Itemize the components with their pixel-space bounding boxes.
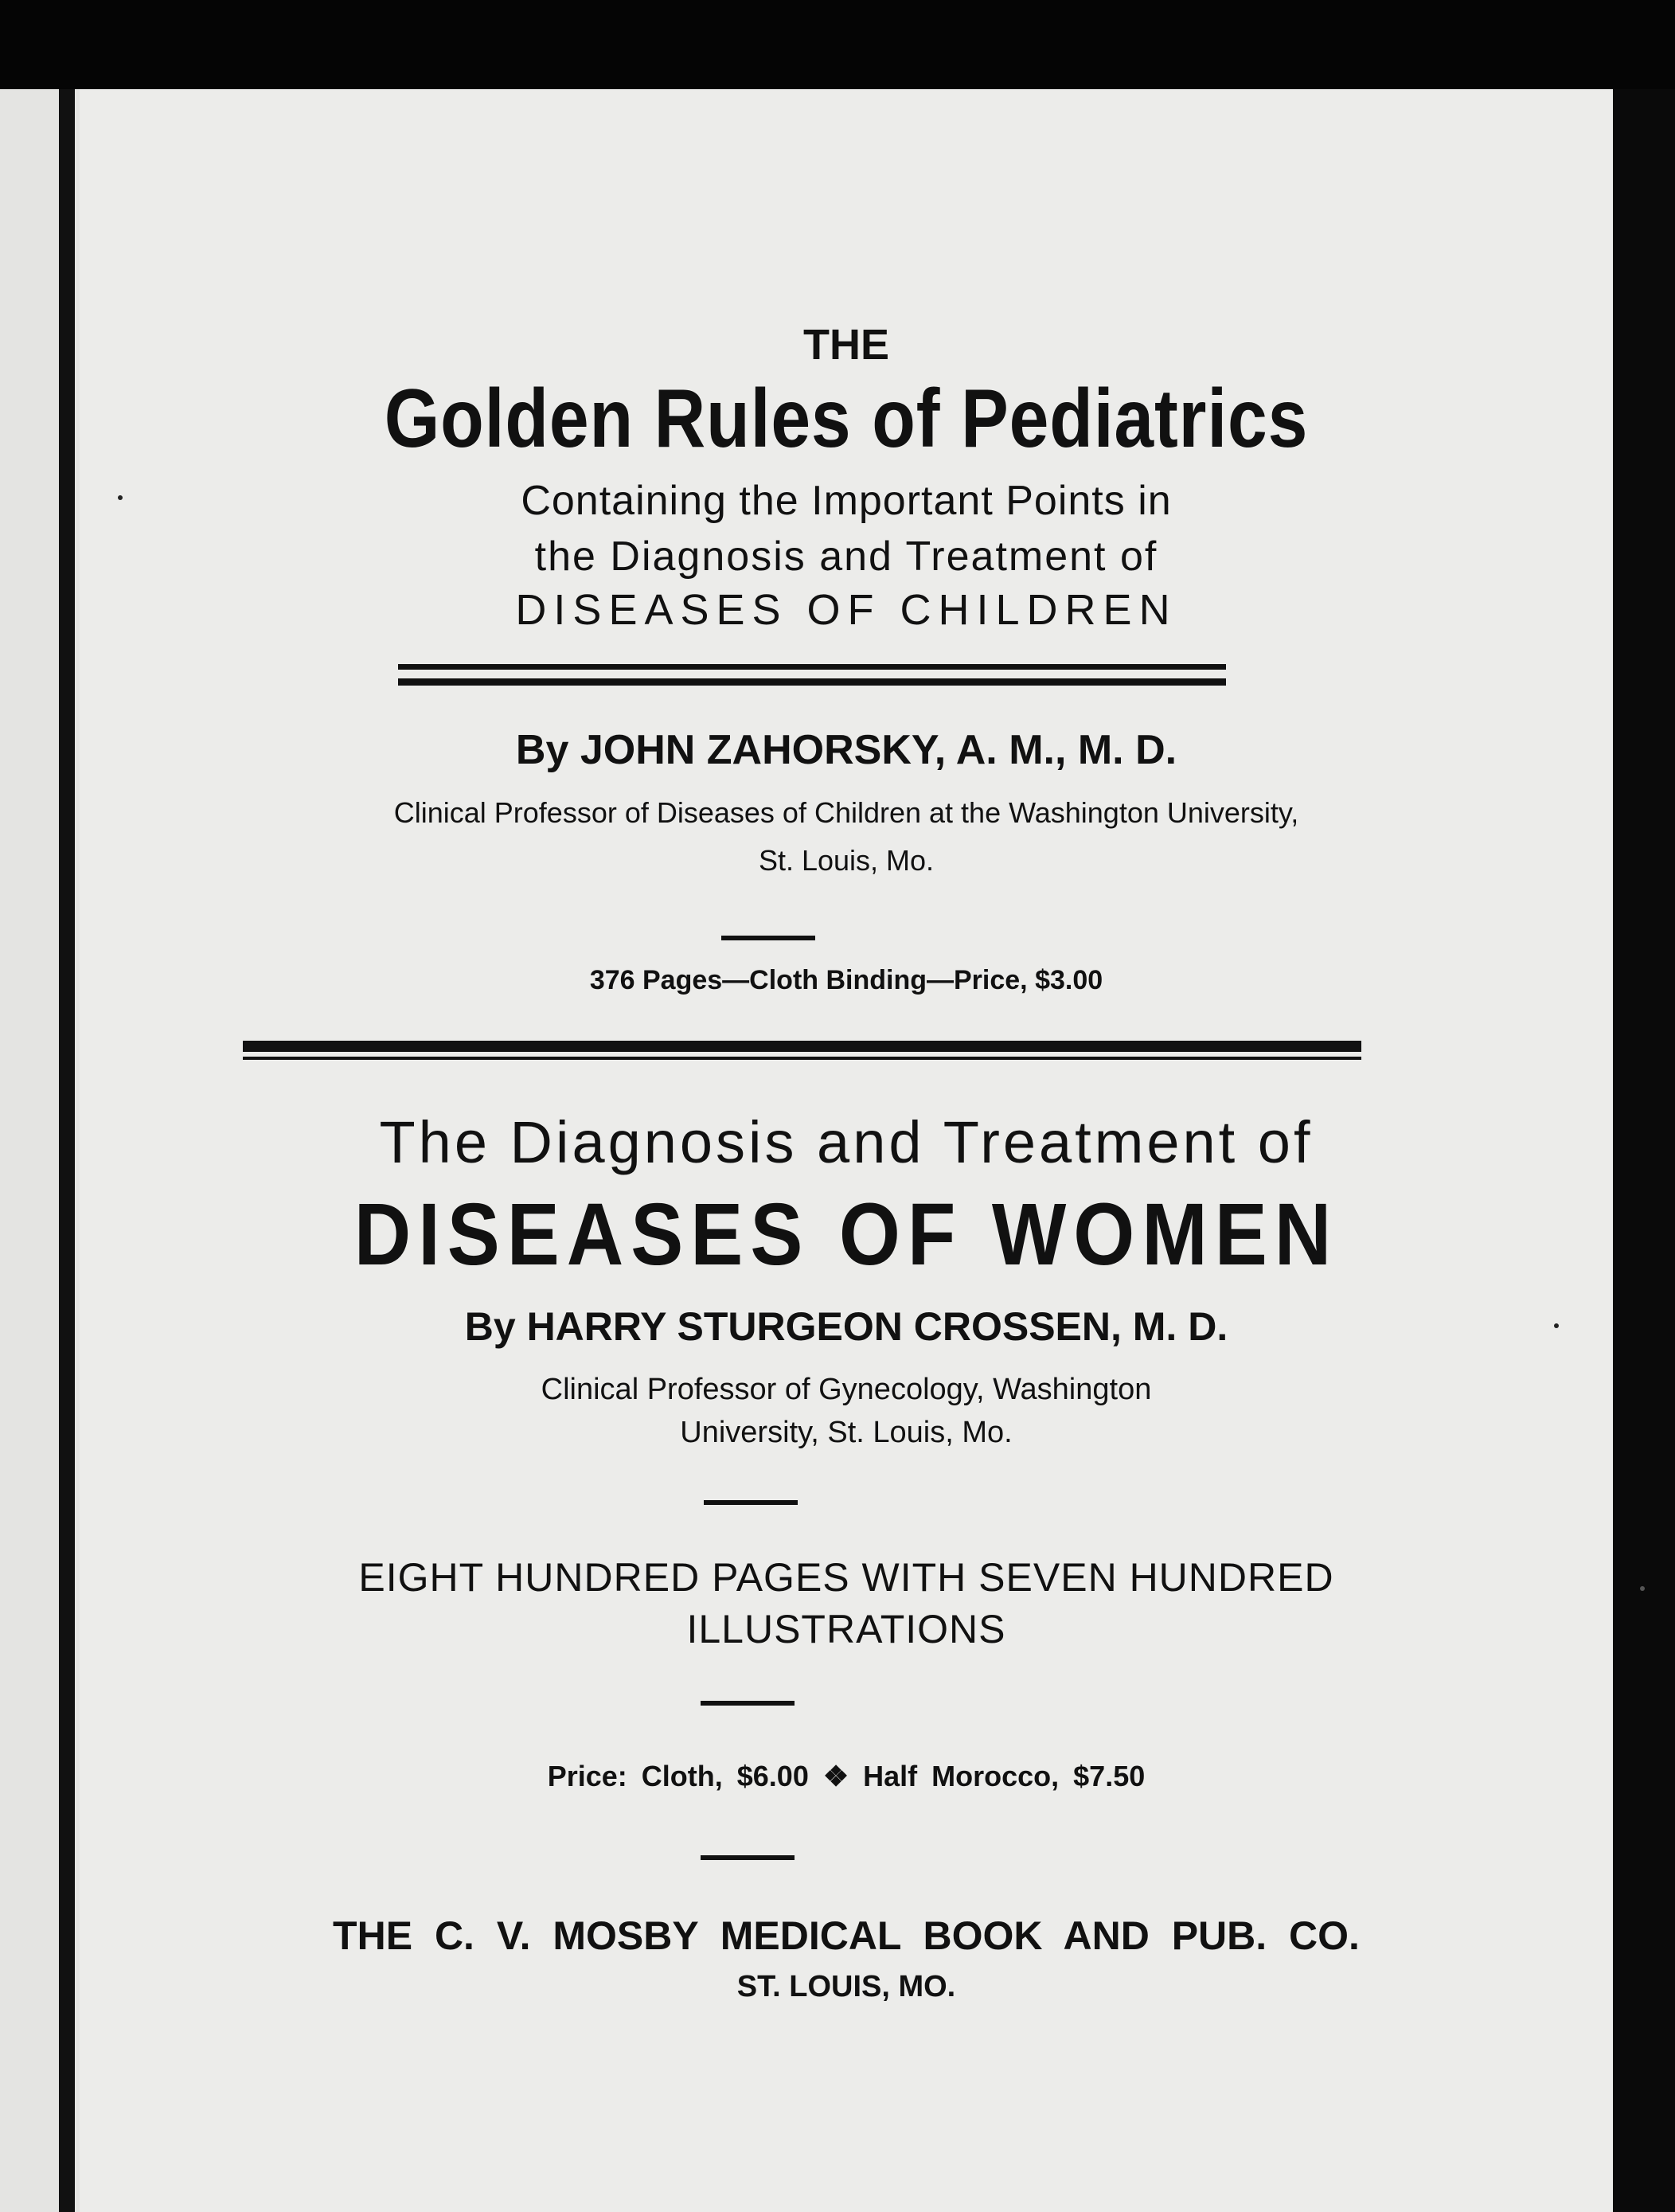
divider-dash	[701, 1855, 795, 1860]
top-ad-affiliation: Clinical Professor of Diseases of Children at the Washington University,	[393, 796, 1299, 829]
bottom-ad-affiliation-line1: Clinical Professor of Gynecology, Washington	[541, 1373, 1152, 1406]
top-ad-price: 376 Pages—Cloth Binding—Price, $3.00	[589, 965, 1103, 995]
scan-speck	[118, 495, 123, 500]
top-ad-title: Golden Rules of Pediatrics	[384, 373, 1309, 465]
binding-edge	[59, 89, 75, 2212]
top-ad-the: THE	[803, 321, 889, 369]
bottom-ad-description-line2: ILLUSTRATIONS	[686, 1607, 1006, 1651]
publisher-city: ST. LOUIS, MO.	[736, 1970, 956, 2003]
divider-dash	[721, 936, 815, 940]
publisher-name: THE C. V. MOSBY MEDICAL BOOK AND PUB. CO.	[333, 1913, 1360, 1958]
bottom-ad-description-line1: EIGHT HUNDRED PAGES WITH SEVEN HUNDRED	[358, 1555, 1334, 1600]
scan-speck	[1554, 1323, 1559, 1328]
top-ad-author: By JOHN ZAHORSKY, A. M., M. D.	[515, 727, 1177, 773]
bottom-ad-title-line1: The Diagnosis and Treatment of	[379, 1109, 1314, 1175]
top-ad-underline-thick	[398, 678, 1226, 686]
scan-speck	[1640, 1586, 1645, 1591]
top-ad-subtitle-line2: the Diagnosis and Treatment of	[534, 533, 1158, 580]
bottom-ad-affiliation-line2: University, St. Louis, Mo.	[680, 1416, 1013, 1449]
top-ad-location: St. Louis, Mo.	[758, 844, 935, 877]
bottom-ad-title-line2: DISEASES OF WOMEN	[353, 1186, 1339, 1284]
section-divider	[243, 1041, 1361, 1052]
divider-dash	[704, 1500, 798, 1505]
bottom-ad-author: By HARRY STURGEON CROSSEN, M. D.	[464, 1304, 1228, 1349]
top-ad-subtitle-line1: Containing the Important Points in	[521, 478, 1172, 524]
right-scan-border	[1613, 89, 1675, 2212]
section-divider-underline	[243, 1057, 1361, 1060]
bottom-ad-price: Price: Cloth, $6.00 ❖ Half Morocco, $7.50	[547, 1760, 1146, 1792]
divider-dash	[701, 1701, 795, 1706]
advertisement-page	[80, 89, 1613, 2212]
top-ad-subtitle-line3: DISEASES OF CHILDREN	[515, 586, 1177, 634]
top-ad-underline-thin	[398, 664, 1226, 670]
